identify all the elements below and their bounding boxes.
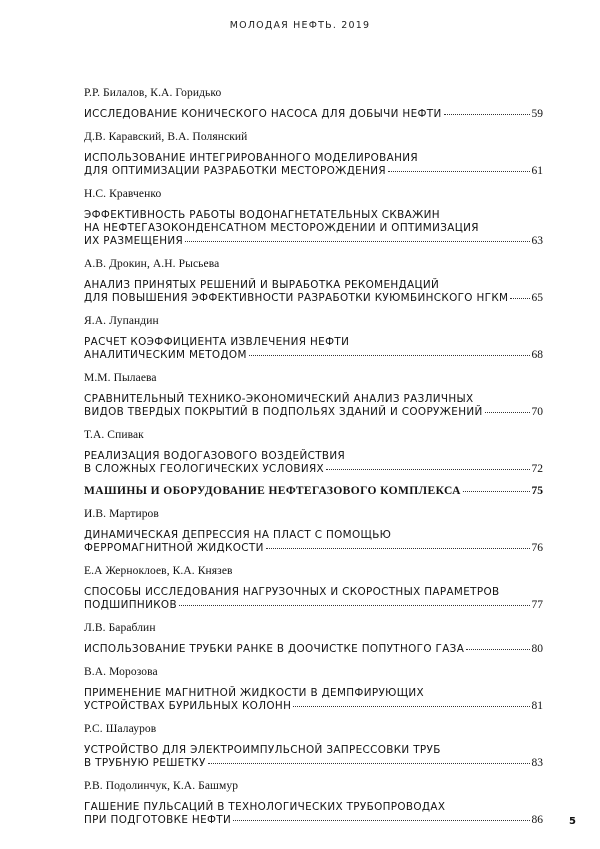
leader-dots [266, 548, 530, 549]
entry-page-number: 81 [531, 700, 543, 712]
leader-dots [249, 355, 530, 356]
toc-entry[interactable] [84, 687, 543, 713]
leader-dots [293, 706, 529, 707]
entry-page-number: 77 [531, 599, 543, 611]
entry-title-text: В СЛОЖНЫХ ГЕОЛОГИЧЕСКИХ УСЛОВИЯХ [84, 463, 324, 475]
entry-title-line [84, 643, 543, 656]
entry-title-text: ДЛЯ ПОВЫШЕНИЯ ЭФФЕКТИВНОСТИ РАЗРАБОТКИ КУЮМБИНСКОГО НГКМ [84, 292, 509, 304]
toc-entry[interactable] [84, 643, 543, 656]
entry-authors: В.А. Морозова [84, 666, 158, 678]
entry-authors: А.В. Дрокин, А.Н. Рысьева [84, 258, 220, 270]
entry-title-text: ИССЛЕДОВАНИЕ КОНИЧЕСКОГО НАСОСА ДЛЯ ДОБЫЧИ НЕФТИ [84, 108, 442, 120]
toc-group-2 [84, 507, 543, 827]
entry-authors: Т.А. Спивак [84, 429, 144, 441]
entry-title-line: ИСПОЛЬЗОВАНИЕ ИНТЕГРИРОВАННОГО МОДЕЛИРОВАНИЯ [84, 152, 418, 164]
entry-page-number: 80 [531, 643, 543, 655]
entry-title-text: УСТРОЙСТВАХ БУРИЛЬНЫХ КОЛОНН [84, 700, 292, 712]
leader-dots [185, 241, 529, 242]
entry-page-number: 65 [531, 292, 543, 304]
toc-entry[interactable] [84, 209, 543, 248]
entry-authors: Р.В. Подолинчук, К.А. Башмур [84, 780, 239, 792]
entry-title-text: ИХ РАЗМЕЩЕНИЯ [84, 235, 184, 247]
entry-authors: Е.А Жерноклоев, К.А. Князев [84, 565, 233, 577]
entry-authors: М.М. Пылаева [84, 372, 157, 384]
entry-authors: Д.В. Каравский, В.А. Полянский [84, 131, 248, 143]
page-number: 5 [569, 816, 576, 827]
entry-page-number: 72 [531, 463, 543, 475]
toc-entry[interactable] [84, 152, 543, 178]
entry-title-line [84, 757, 543, 770]
entry-authors: Л.В. Бараблин [84, 622, 156, 634]
entry-authors: И.В. Мартиров [84, 508, 159, 520]
entry-page-number: 59 [531, 108, 543, 120]
entry-title-line [84, 235, 543, 248]
entry-title-line: АНАЛИЗ ПРИНЯТЫХ РЕШЕНИЙ И ВЫРАБОТКА РЕКОМЕНДАЦИЙ [84, 279, 440, 291]
toc-entry[interactable] [84, 529, 543, 555]
entry-title-line: ЭФФЕКТИВНОСТЬ РАБОТЫ ВОДОНАГНЕТАТЕЛЬНЫХ СКВАЖИН [84, 209, 440, 221]
section-title: МАШИНЫ И ОБОРУДОВАНИЕ НЕФТЕГАЗОВОГО КОМПЛЕКСА [84, 485, 461, 497]
leader-dots [510, 298, 529, 299]
entry-page-number: 70 [531, 406, 543, 418]
entry-title-text: ПОДШИПНИКОВ [84, 599, 177, 611]
entry-title-text: ФЕРРОМАГНИТНОЙ ЖИДКОСТИ [84, 542, 264, 554]
entry-page-number: 61 [531, 165, 543, 177]
leader-dots [388, 171, 530, 172]
toc-entry[interactable] [84, 801, 543, 827]
entry-title-line: СПОСОБЫ ИССЛЕДОВАНИЯ НАГРУЗОЧНЫХ И СКОРОСТНЫХ ПАРАМЕТРОВ [84, 586, 500, 598]
entry-authors: Р.С. Шалауров [84, 723, 157, 735]
entry-title-line: УСТРОЙСТВО ДЛЯ ЭЛЕКТРОИМПУЛЬСНОЙ ЗАПРЕССОВКИ ТРУБ [84, 744, 441, 756]
entry-title-line [84, 463, 543, 476]
entry-title-text: АНАЛИТИЧЕСКИМ МЕТОДОМ [84, 349, 247, 361]
leader-dots [485, 412, 530, 413]
entry-authors: Р.Р. Билалов, К.А. Горидько [84, 87, 222, 99]
toc-entry[interactable] [84, 586, 543, 612]
leader-dots [463, 491, 530, 492]
entry-page-number: 76 [531, 542, 543, 554]
entry-title-line: ПРИМЕНЕНИЕ МАГНИТНОЙ ЖИДКОСТИ В ДЕМПФИРУЮЩИХ [84, 687, 425, 699]
entry-title-line [84, 542, 543, 555]
leader-dots [466, 649, 529, 650]
toc-entry[interactable] [84, 336, 543, 362]
toc-entry[interactable] [84, 108, 543, 121]
entry-title-line: ГАШЕНИЕ ПУЛЬСАЦИЙ В ТЕХНОЛОГИЧЕСКИХ ТРУБОПРОВОДАХ [84, 801, 446, 813]
entry-title-text: ИСПОЛЬЗОВАНИЕ ТРУБКИ РАНКЕ В ДООЧИСТКЕ ПОПУТНОГО ГАЗА [84, 643, 465, 655]
entry-authors: Н.С. Кравченко [84, 188, 162, 200]
table-of-contents [84, 86, 543, 836]
entry-title-text: ДЛЯ ОПТИМИЗАЦИИ РАЗРАБОТКИ МЕСТОРОЖДЕНИЯ [84, 165, 386, 177]
leader-dots [444, 114, 530, 115]
entry-title-line [84, 165, 543, 178]
toc-section-heading[interactable] [84, 485, 543, 497]
entry-title-line: РЕАЛИЗАЦИЯ ВОДОГАЗОВОГО ВОЗДЕЙСТВИЯ [84, 450, 346, 462]
running-header: МОЛОДАЯ НЕФТЬ. 2019 [229, 20, 371, 31]
entry-title-line [84, 292, 543, 305]
entry-title-text: В ТРУБНУЮ РЕШЕТКУ [84, 757, 206, 769]
entry-title-line [84, 814, 543, 827]
entry-title-line [84, 349, 543, 362]
leader-dots [326, 469, 530, 470]
entry-page-number: 63 [531, 235, 543, 247]
toc-entry[interactable] [84, 450, 543, 476]
entry-title-line: НА НЕФТЕГАЗОКОНДЕНСАТНОМ МЕСТОРОЖДЕНИИ И ОПТИМИЗАЦИЯ [84, 222, 479, 234]
entry-title-line: ДИНАМИЧЕСКАЯ ДЕПРЕССИЯ НА ПЛАСТ С ПОМОЩЬЮ [84, 529, 392, 541]
section-page-number: 75 [531, 485, 543, 497]
entry-title-text: ПРИ ПОДГОТОВКЕ НЕФТИ [84, 814, 232, 826]
entry-page-number: 86 [531, 814, 543, 826]
entry-title-line: РАСЧЕТ КОЭФФИЦИЕНТА ИЗВЛЕЧЕНИЯ НЕФТИ [84, 336, 350, 348]
leader-dots [179, 605, 530, 606]
entry-authors: Я.А. Лупандин [84, 315, 159, 327]
leader-dots [233, 820, 529, 821]
toc-entry[interactable] [84, 279, 543, 305]
entry-title-line [84, 108, 543, 121]
toc-group-1 [84, 86, 543, 476]
entry-page-number: 68 [531, 349, 543, 361]
entry-page-number: 83 [531, 757, 543, 769]
entry-title-line [84, 700, 543, 713]
entry-title-line: СРАВНИТЕЛЬНЫЙ ТЕХНИКО-ЭКОНОМИЧЕСКИЙ АНАЛИЗ РАЗЛИЧНЫХ [84, 393, 474, 405]
entry-title-line [84, 406, 543, 419]
entry-title-line [84, 599, 543, 612]
leader-dots [208, 763, 530, 764]
toc-entry[interactable] [84, 393, 543, 419]
toc-entry[interactable] [84, 744, 543, 770]
entry-title-text: ВИДОВ ТВЕРДЫХ ПОКРЫТИЙ В ПОДПОЛЬЯХ ЗДАНИЙ И СООРУЖЕНИЙ [84, 406, 483, 418]
